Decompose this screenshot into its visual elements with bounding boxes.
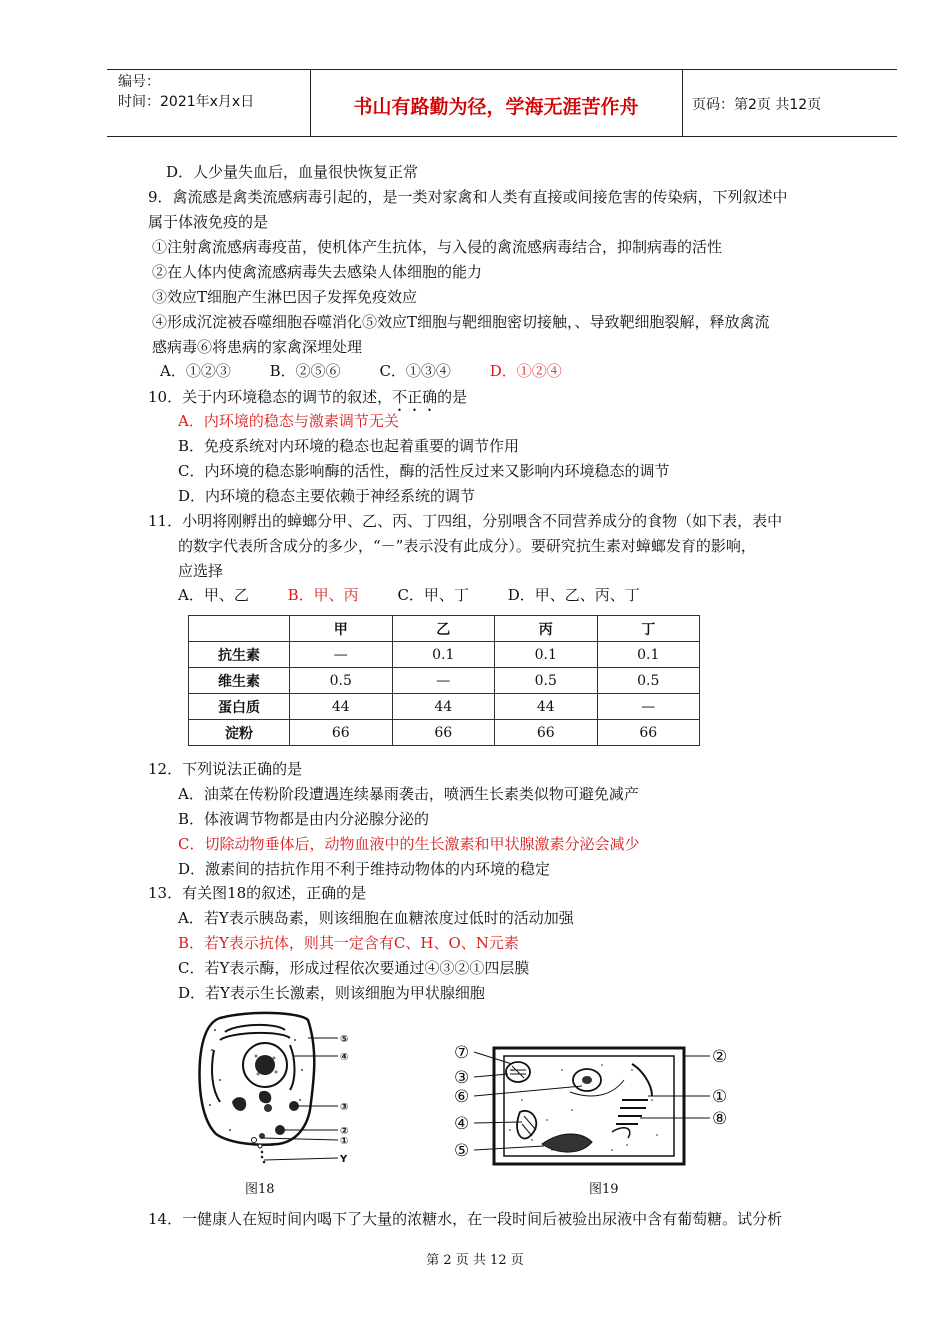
table-header-cell: 丙	[495, 616, 598, 642]
q11-option-a: A．甲、乙	[178, 586, 249, 604]
q13-option-b-answer: B．若Y表示抗体，则其一定含有C、H、O、N元素	[178, 934, 519, 952]
q9-stem-line1: 9．禽流感是禽类流感病毒引起的，是一类对家禽和人类有直接或间接危害的传染病，下列叙述中	[148, 188, 788, 206]
header-divider-right	[682, 69, 683, 136]
table-header-cell: 甲	[290, 616, 393, 642]
figure-19-label: ②	[712, 1047, 728, 1067]
q9-option-a: A．①②③	[160, 362, 231, 380]
q10-stem-post: 的是	[437, 388, 468, 406]
table-row	[189, 668, 700, 694]
q9-option-b: B．②⑤⑥	[269, 362, 341, 380]
q11-stem-line2: 的数字代表所含成分的多少，“－”表示没有此成分）。要研究抗生素对蟑螂发育的影响，	[178, 537, 756, 555]
table-cell: 44	[290, 694, 393, 720]
table-header-cell: 乙	[392, 616, 495, 642]
table-row	[189, 720, 700, 746]
figure-19-label: ⑦	[454, 1043, 470, 1063]
q12-option-b: B．体液调节物都是由内分泌腺分泌的	[178, 810, 430, 828]
table-cell: 0.1	[597, 642, 700, 668]
q13-option-d: D．若Y表示生长激素，则该细胞为甲状腺细胞	[178, 984, 485, 1002]
table-cell: 0.5	[495, 668, 598, 694]
q8-option-d: D．人少量失血后，血量很快恢复正常	[166, 163, 419, 181]
q12-option-d: D．激素间的拮抗作用不利于维持动物体的内环境的稳定	[178, 860, 551, 878]
table-row	[189, 694, 700, 720]
figure-18-label: ③	[340, 1102, 349, 1113]
table-cell: —	[392, 668, 495, 694]
q9-item-3: ③效应T细胞产生淋巴因子发挥免疫效应	[152, 288, 418, 306]
table-cell: 66	[290, 720, 393, 746]
page-footer: 第 2 页 共 12 页	[426, 1253, 524, 1268]
figure-19-label: ④	[454, 1114, 470, 1134]
nutrition-table	[188, 615, 700, 746]
q9-option-d-answer: D．①②④	[489, 362, 562, 380]
figure-18-label: ⑤	[340, 1034, 349, 1045]
figure-18-cell-diagram	[190, 1010, 370, 1170]
header-date: 时间：2021年x月x日	[118, 94, 255, 110]
table-row-header: 维生素	[189, 668, 290, 694]
table-cell: 0.1	[392, 642, 495, 668]
figure-19-label: ①	[712, 1087, 728, 1107]
table-header-row	[189, 616, 700, 642]
table-cell: 66	[495, 720, 598, 746]
figure-18-label: Y	[340, 1154, 348, 1165]
header-top-rule	[107, 69, 897, 70]
header-meta	[118, 72, 254, 112]
q11-option-b-answer: B．甲、丙	[287, 586, 359, 604]
figure-18-label: ④	[340, 1052, 349, 1063]
table-header-cell: 丁	[597, 616, 700, 642]
q10-stem-emphasis: 不正确	[392, 388, 438, 406]
q9-options	[160, 361, 596, 381]
table-row-header: 淀粉	[189, 720, 290, 746]
q10-option-c: C．内环境的稳态影响酶的活性，酶的活性反过来又影响内环境稳态的调节	[178, 462, 670, 480]
figure-18-label: ①	[340, 1136, 349, 1147]
table-cell: 44	[392, 694, 495, 720]
q13-option-c: C．若Y表示酶，形成过程依次要通过④③②①四层膜	[178, 959, 530, 977]
q9-item-4: ④形成沉淀被吞噬细胞吞噬消化⑤效应T细胞与靶细胞密切接触，、导致靶细胞裂解，释放禽流	[152, 313, 770, 331]
table-cell: 66	[392, 720, 495, 746]
q9-item-5: 感病毒⑥将患病的家禽深埋处理	[152, 338, 363, 356]
figure-19-label: ⑧	[712, 1109, 728, 1129]
figure-19-label: ⑥	[454, 1087, 470, 1107]
q13-stem: 13．有关图18的叙述，正确的是	[148, 884, 367, 902]
q11-stem-line3: 应选择	[178, 562, 224, 580]
figure-19-cell-diagram	[452, 1040, 752, 1170]
q13-option-a: A．若Y表示胰岛素，则该细胞在血糖浓度过低时的活动加强	[178, 909, 574, 927]
table-row	[189, 642, 700, 668]
figure-19-caption: 图19	[589, 1182, 619, 1197]
table-header-cell	[189, 616, 290, 642]
table-cell: 44	[495, 694, 598, 720]
q12-option-c-answer: C．切除动物垂体后，动物血液中的生长激素和甲状腺激素分泌会减少	[178, 835, 640, 853]
q10-option-b: B．免疫系统对内环境的稳态也起着重要的调节作用	[178, 437, 520, 455]
q9-item-2: ②在人体内使禽流感病毒失去感染人体细胞的能力	[152, 263, 483, 281]
q9-option-c: C．①③④	[379, 362, 451, 380]
figure-19-label: ⑤	[454, 1141, 470, 1161]
q10-option-a-answer: A．内环境的稳态与激素调节无关	[178, 412, 399, 430]
figure-19-label: ③	[454, 1068, 470, 1088]
figure-18-caption: 图18	[245, 1182, 275, 1197]
table-cell: 0.5	[597, 668, 700, 694]
table-cell: —	[597, 694, 700, 720]
q9-stem-line2: 属于体液免疫的是	[148, 213, 269, 231]
q10-option-d: D．内环境的稳态主要依赖于神经系统的调节	[178, 487, 476, 505]
q11-options	[178, 585, 674, 605]
header-page-info: 页码：第2页 共12页	[692, 97, 822, 113]
header-bottom-rule	[107, 136, 897, 137]
table-cell: —	[290, 642, 393, 668]
header-number-label: 编号：	[118, 74, 160, 90]
table-row-header: 抗生素	[189, 642, 290, 668]
q11-option-d: D．甲、乙、丙、丁	[507, 586, 640, 604]
q11-option-c: C．甲、丁	[397, 586, 469, 604]
table-cell: 0.5	[290, 668, 393, 694]
q10-stem-pre: 10．关于内环境稳态的调节的叙述，	[148, 388, 393, 406]
header-motto: 书山有路勤为径，学海无涯苦作舟	[353, 96, 639, 118]
q11-stem-line1: 11．小明将刚孵出的蟑螂分甲、乙、丙、丁四组，分别喂含不同营养成分的食物（如下表，表中	[148, 512, 783, 530]
q12-stem: 12．下列说法正确的是	[148, 760, 303, 778]
figure-18-label: ②	[340, 1126, 349, 1137]
table-cell: 66	[597, 720, 700, 746]
q14-stem: 14．一健康人在短时间内喝下了大量的浓糖水，在一段时间后被验出尿液中含有葡萄糖。试分析	[148, 1210, 783, 1228]
q12-option-a: A．油菜在传粉阶段遭遇连续暴雨袭击，喷洒生长素类似物可避免减产	[178, 785, 639, 803]
table-row-header: 蛋白质	[189, 694, 290, 720]
table-cell: 0.1	[495, 642, 598, 668]
q9-item-1: ①注射禽流感病毒疫苗，使机体产生抗体，与入侵的禽流感病毒结合，抑制病毒的活性	[152, 238, 723, 256]
